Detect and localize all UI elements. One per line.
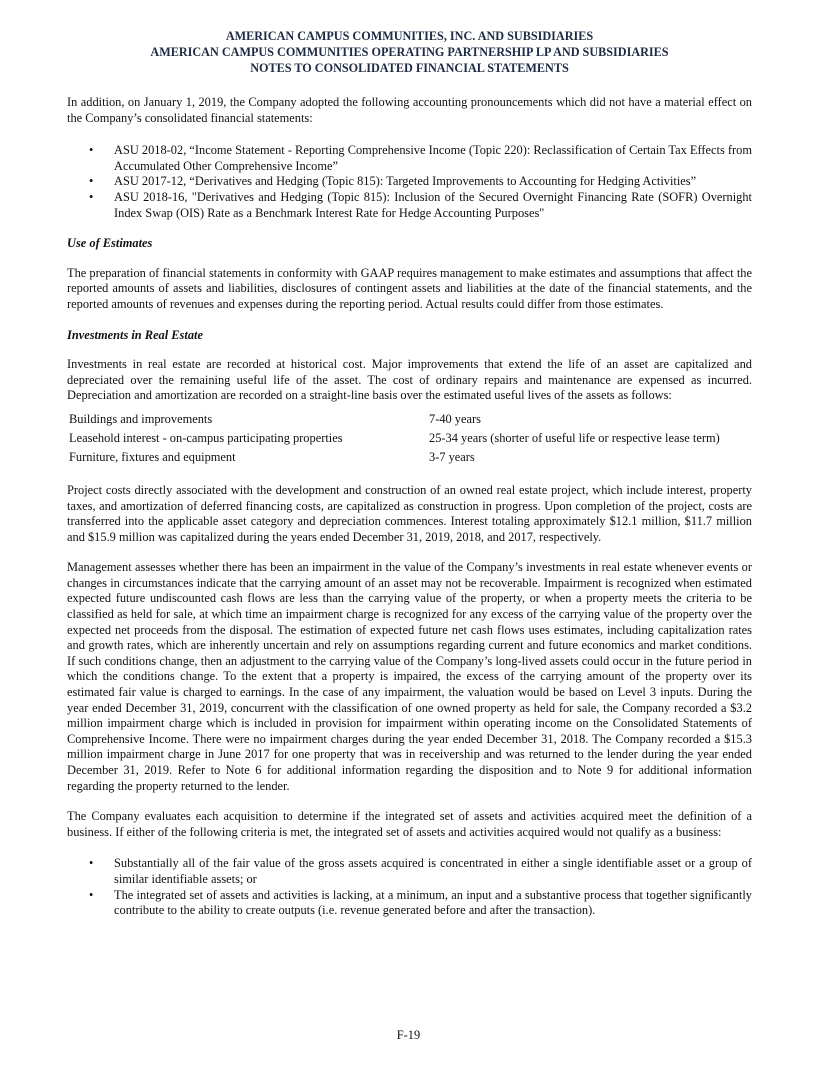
page-header: [67, 28, 752, 76]
header-line-1: AMERICAN CAMPUS COMMUNITIES, INC. AND SUBSIDIARIES: [225, 29, 594, 43]
bullet-glyph: •: [89, 856, 94, 871]
bullet-glyph: •: [89, 174, 94, 189]
list-item: • ASU 2018-02, “Income Statement - Reporting Comprehensive Income (Topic 220): Reclassification of Certain Tax Effects from Accumulated Other Comprehensive Income”: [89, 143, 752, 173]
table-row: [69, 410, 720, 429]
criteria-list: [67, 856, 752, 918]
project-costs-paragraph: Project costs directly associated with the development and construction of an owned real estate project, which include interest, property taxes, and amortization of deferred financing costs, are capitalized as construction in progress. Upon completion of the project, costs are transferred into the applicable asset category and depreciation commences. Interest totaling approximately $12.1 million, $11.7 million and $15.9 million was capitalized during the years ended December 31, 2019, 2018, and 2017, respectively.: [67, 482, 752, 544]
header-line-3: NOTES TO CONSOLIDATED FINANCIAL STATEMENTS: [250, 61, 569, 75]
bullet-glyph: •: [89, 887, 94, 902]
estimates-paragraph: The preparation of financial statements in conformity with GAAP requires management to make estimates and assumptions that affect the reported amounts of assets and liabilities, disclosures of contingent assets and liabilities at the date of the financial statements, and the reported amounts of revenues and expenses during the reporting period. Actual results could differ from those estimates.: [67, 265, 752, 311]
section-heading-estimates: Use of Estimates: [67, 236, 153, 251]
life-cell: 25-34 years (shorter of useful life or respective lease term): [429, 430, 720, 445]
intro-paragraph: In addition, on January 1, 2019, the Company adopted the following accounting pronouncements which did not have a material effect on the Company’s consolidated financial statements:: [67, 95, 752, 125]
bullet-glyph: •: [89, 189, 94, 204]
asset-cell: Buildings and improvements: [69, 411, 213, 426]
asu-list: [67, 143, 752, 221]
impairment-paragraph: Management assesses whether there has been an impairment in the value of the Company’s investments in real estate whenever events or changes in circumstances indicate that the carrying amount of an asset may not be recoverable. Impairment is recognized when estimated expected future undiscounted cash flows are less than the carrying value of the property, or when a property meets the criteria to be classified as held for sale, at which time an impairment charge is recognized for any excess of the carrying value of the property over the expected net proceeds from the disposal. The estimation of expected future net cash flows uses estimates, including capitalization rates and growth rates, which are inherently uncertain and rely on assumptions regarding current and future economics and market conditions. If such conditions change, then an adjustment to the carrying value of the Company’s long-lived assets could occur in the future period in which the conditions change. To the extent that a property is impaired, the excess of the carrying amount of the property over its estimated fair value is charged to earnings. In the case of any impairment, the valuation would be based on Level 3 inputs. During the year ended December 31, 2019, concurrent with the classification of one owned property as held for sale, the Company recorded a $3.2 million impairment charge which is included in provision for impairment within operating income on the Consolidated Statements of Comprehensive Income. There were no impairment charges during the year ended December 31, 2018. The Company recorded a $15.3 million impairment charge in June 2017 for one property that was in receivership and was returned to the lender during the year ended December 31, 2019. Refer to Note 6 for additional information regarding the disposition and to Note 9 for additional information regarding the property returned to the lender.: [67, 560, 752, 793]
life-cell: 3-7 years: [429, 449, 475, 464]
page-number: F-19: [396, 1028, 421, 1042]
document-page: [67, 28, 752, 919]
list-item: • The integrated set of assets and activities is lacking, at a minimum, an input and a substantive process that together significantly contribute to the ability to create outputs (i.e. revenue generated before and after the transaction).: [89, 887, 752, 918]
section-heading-real-estate: Investments in Real Estate: [67, 327, 203, 342]
table-row: [69, 429, 720, 448]
bullet-glyph: •: [89, 143, 94, 158]
real-estate-paragraph: Investments in real estate are recorded at historical cost. Major improvements that extend the life of an asset are capitalized and depreciated over the remaining useful life of the asset. The cost of ordinary repairs and maintenance are expensed as incurred. Depreciation and amortization are recorded on a straight-line basis over the estimated useful lives of the assets as follows:: [67, 357, 752, 403]
list-item: • ASU 2018-16, "Derivatives and Hedging (Topic 815): Inclusion of the Secured Overnight Financing Rate (SOFR) Overnight Index Swap (OIS) Rate as a Benchmark Interest Rate for Hedge Accounting Purposes": [89, 189, 752, 220]
useful-lives-table: [69, 410, 720, 467]
life-cell: 7-40 years: [429, 411, 481, 426]
acquisition-paragraph: The Company evaluates each acquisition to determine if the integrated set of assets and activities acquired meet the definition of a business. If either of the following criteria is met, the integrated set of assets and activities acquired would not qualify as a business:: [67, 809, 752, 839]
list-item: • Substantially all of the fair value of the gross assets acquired is concentrated in either a single identifiable asset or a group of similar identifiable assets; or: [89, 856, 752, 886]
asset-cell: Furniture, fixtures and equipment: [69, 449, 236, 464]
asset-cell: Leasehold interest - on-campus participating properties: [69, 430, 343, 445]
header-line-2: AMERICAN CAMPUS COMMUNITIES OPERATING PARTNERSHIP LP AND SUBSIDIARIES: [150, 45, 669, 59]
list-item: • ASU 2017-12, “Derivatives and Hedging (Topic 815): Targeted Improvements to Accounting for Hedging Activities”: [89, 174, 697, 189]
table-row: [69, 448, 720, 467]
